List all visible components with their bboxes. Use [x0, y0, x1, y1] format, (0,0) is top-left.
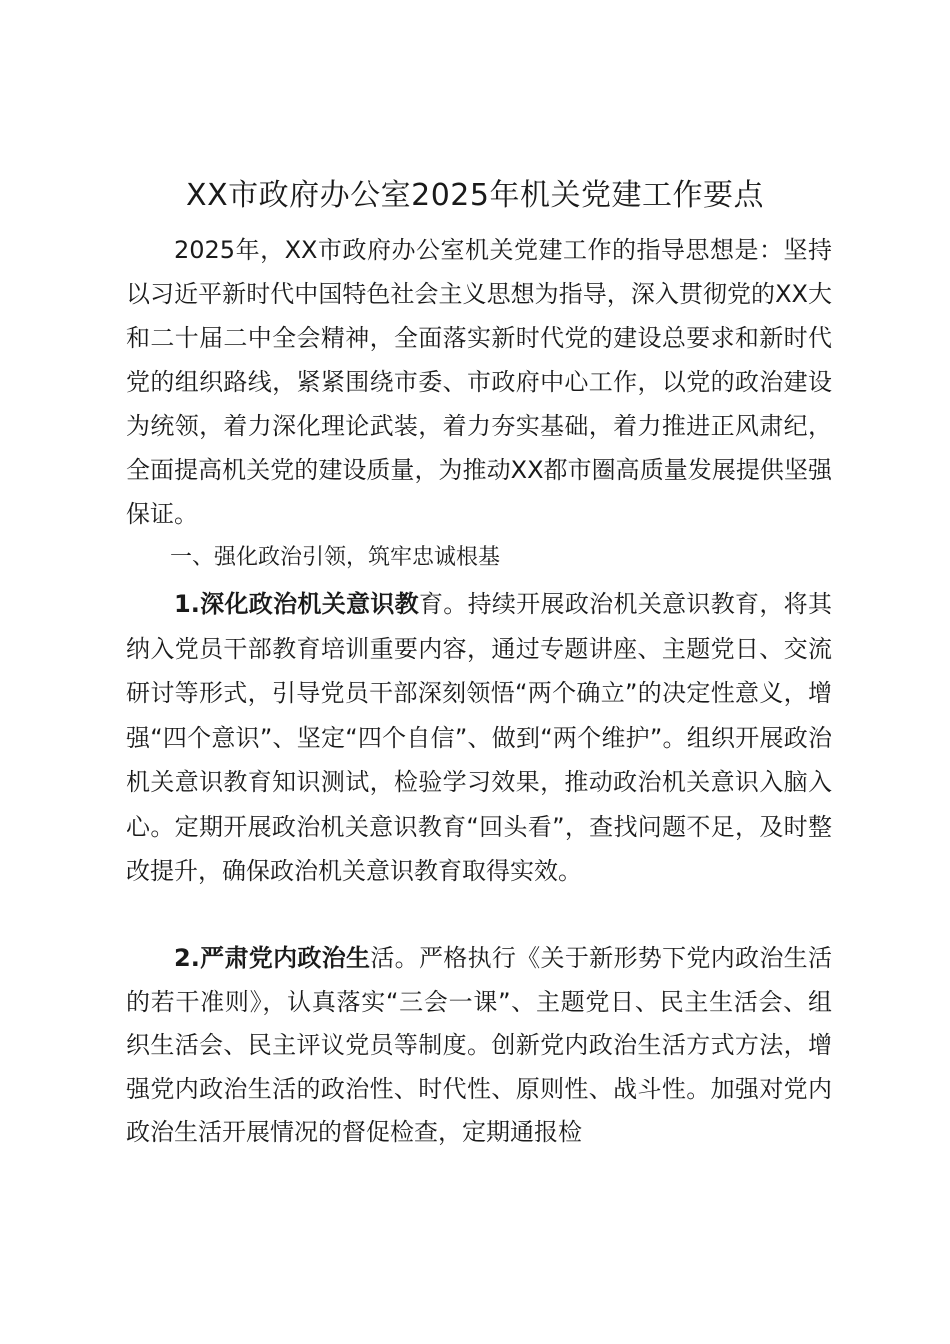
- item-2-text: 活。严格执行《关于新形势下党内政治生活的若干准则》，认真落实“三会一课”、主题党日、民主生活会、组织生活会、民主评议党员等制度。创新党内政治生活方式方法，增强党内政治生活的政治性、时代性、原则性、战斗性。加强对党内政治生活开展情况的督促检查，定期通报检: [126, 944, 832, 1146]
- section-heading-1: 一、强化政治引领，筑牢忠诚根基: [170, 545, 501, 570]
- item-paragraph-2: [126, 937, 832, 1155]
- item-2-lead: 2.严肃党内政治生: [174, 944, 371, 972]
- intro-paragraph: 2025年，XX市政府办公室机关党建工作的指导思想是：坚持以习近平新时代中国特色社会主义思想为指导，深入贯彻党的XX大和二十届二中全会精神，全面落实新时代党的建设总要求和新时代党的组织路线，紧紧围绕市委、市政府中心工作，以党的政治建设为统领，着力深化理论武装，着力夯实基础，着力推进正风肃纪，全面提高机关党的建设质量，为推动XX都市圈高质量发展提供坚强保证。: [126, 236, 832, 528]
- document-title: XX市政府办公室2025年机关党建工作要点: [186, 178, 764, 213]
- item-1-text: 育。持续开展政治机关意识教育，将其纳入党员干部教育培训重要内容，通过专题讲座、主题党日、交流研讨等形式，引导党员干部深刻领悟“两个确立”的决定性意义，增强“四个意识”、坚定“四个自信”、做到“两个维护”。组织开展政治机关意识教育知识测试，检验学习效果，推动政治机关意识入脑入心。定期开展政治机关意识教育“回头看”，查找问题不足，及时整改提升，确保政治机关意识教育取得实效。: [126, 590, 832, 885]
- item-1-lead: 1.深化政治机关意识教: [174, 590, 419, 618]
- item-paragraph-1: [126, 582, 832, 894]
